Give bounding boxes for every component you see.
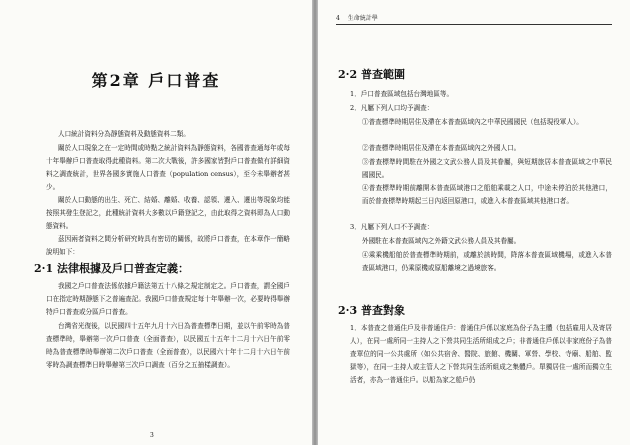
intro-paragraph: 關於人口動態的出生、死亡、結婚、離婚、收養、認領、遷入、遷出等現象均能按照其發生登記之，此種統計資料大多數以戶籍登記之，由此取得之資料即為人口動態資料。 [46,196,290,230]
intro-paragraph: 關於人口現象之在一定時間或時點之統計資料為靜態資料，各國普查通每年或每十年舉辦戶口普查取得此種資料。第二次大戰後，許多國家皆對戶口普查做有詳細資料之調查統計，世界各國多實施人口普查（population census），至今未舉辦者甚少。 [46,144,290,191]
header-page-number: 4 [336,15,340,22]
list-item: ①普查標準時期居住及滯在本普查區域內之中華民國國民（包括現役軍人）。 [362,118,583,126]
section-heading: 2·3 普查對象 [338,304,405,317]
header-rule [336,24,612,25]
running-header [336,13,384,22]
chapter-title: 第2章 戶口普查 [91,71,221,90]
list-item: 3．凡屬下列人口不予調查： [350,223,434,231]
section-paragraph: 我國之戶口普查法係依據戶籍法第五十八條之規定制定之。戶口普查，謂全國戶口在指定時期靜態下之普遍查記。我國戶口普查規定每十年舉辦一次，必要時得舉辦特戶口普查或分區戶口普查。 [46,282,290,316]
page-number: 3 [150,432,154,439]
section-paragraph: 1．本普查之普通住戶及非普通住戶：普通住戶係以家庭為份子為主體（包括雇用人及寄居人），在同一處所同一主持人之下營共同生活所組成之戶；非普通住戶係以非家庭份子為普查單位的同一公共處所（如公共宿舍、醫院、旅館、機關、軍營、學校、寺廟、船舶、監獄等），在同一主持人或主管人之下營共同生活所組成之集體戶。單獨居住一處所而獨立生活者，亦為一普通住戶。以船為家之船戶仍 [350,324,612,384]
section-paragraph: 台灣省光復後，以民國四十五年九月十六日為普查標準日期，並以午前零時為普查標準時，舉辦第一次戶口普查（全面普查），以民國五十五年十二月十六日午前零時為普查標準時舉辦第二次戶口普查（全面普查），以民國六十年十二月十六日午前零時為調查標準日時舉辦第三次戶口調查（百分之五抽樣調查）。 [46,322,290,369]
list-item: ②普查標準時期居住及滯在本普查區域內之外國人口。 [362,144,521,152]
list-item: 外國駐在本普查區域內之外籍文武公務人員及其眷屬。 [362,237,521,245]
right-page [318,0,630,445]
left-page [0,0,312,445]
list-item: 1．戶口普查區域包括台灣地區等。 [350,90,454,98]
list-item: ④普查標準時期前離開本普查區域港口之船舶乘載之人口，中途未停泊於其他港口，而於普查標準時期起三日內返回原港口，或進入本普查區域其他港口者。 [362,184,612,205]
list-item: 2．凡屬下列人口均予調查： [350,104,434,112]
list-item: ④乘乘機船舶於普查標準時期前，或離於該時間，降落本普查區域機場，或進入本普查區域港口，仍乘原機或原船離境之過境旅客。 [362,251,612,272]
section-heading: 2·2 普查範圍 [338,68,405,81]
intro-paragraph: 人口統計資料分為靜態資料及動態資料二類。 [58,130,190,138]
header-book-title: 生命統計學 [347,15,378,22]
list-item: ③普查標準時間駐在外國之文武公務人員及其眷屬，與短期旅居本普查區域之中華民國國民。 [362,158,612,179]
intro-paragraph: 茲因兩者資料之間分析研究時具有密切的關係，故將戶口普查，在本章作一簡略說明如下： [46,235,290,256]
section-heading: 2·1 法律根據及戶口普查定義： [34,262,189,275]
